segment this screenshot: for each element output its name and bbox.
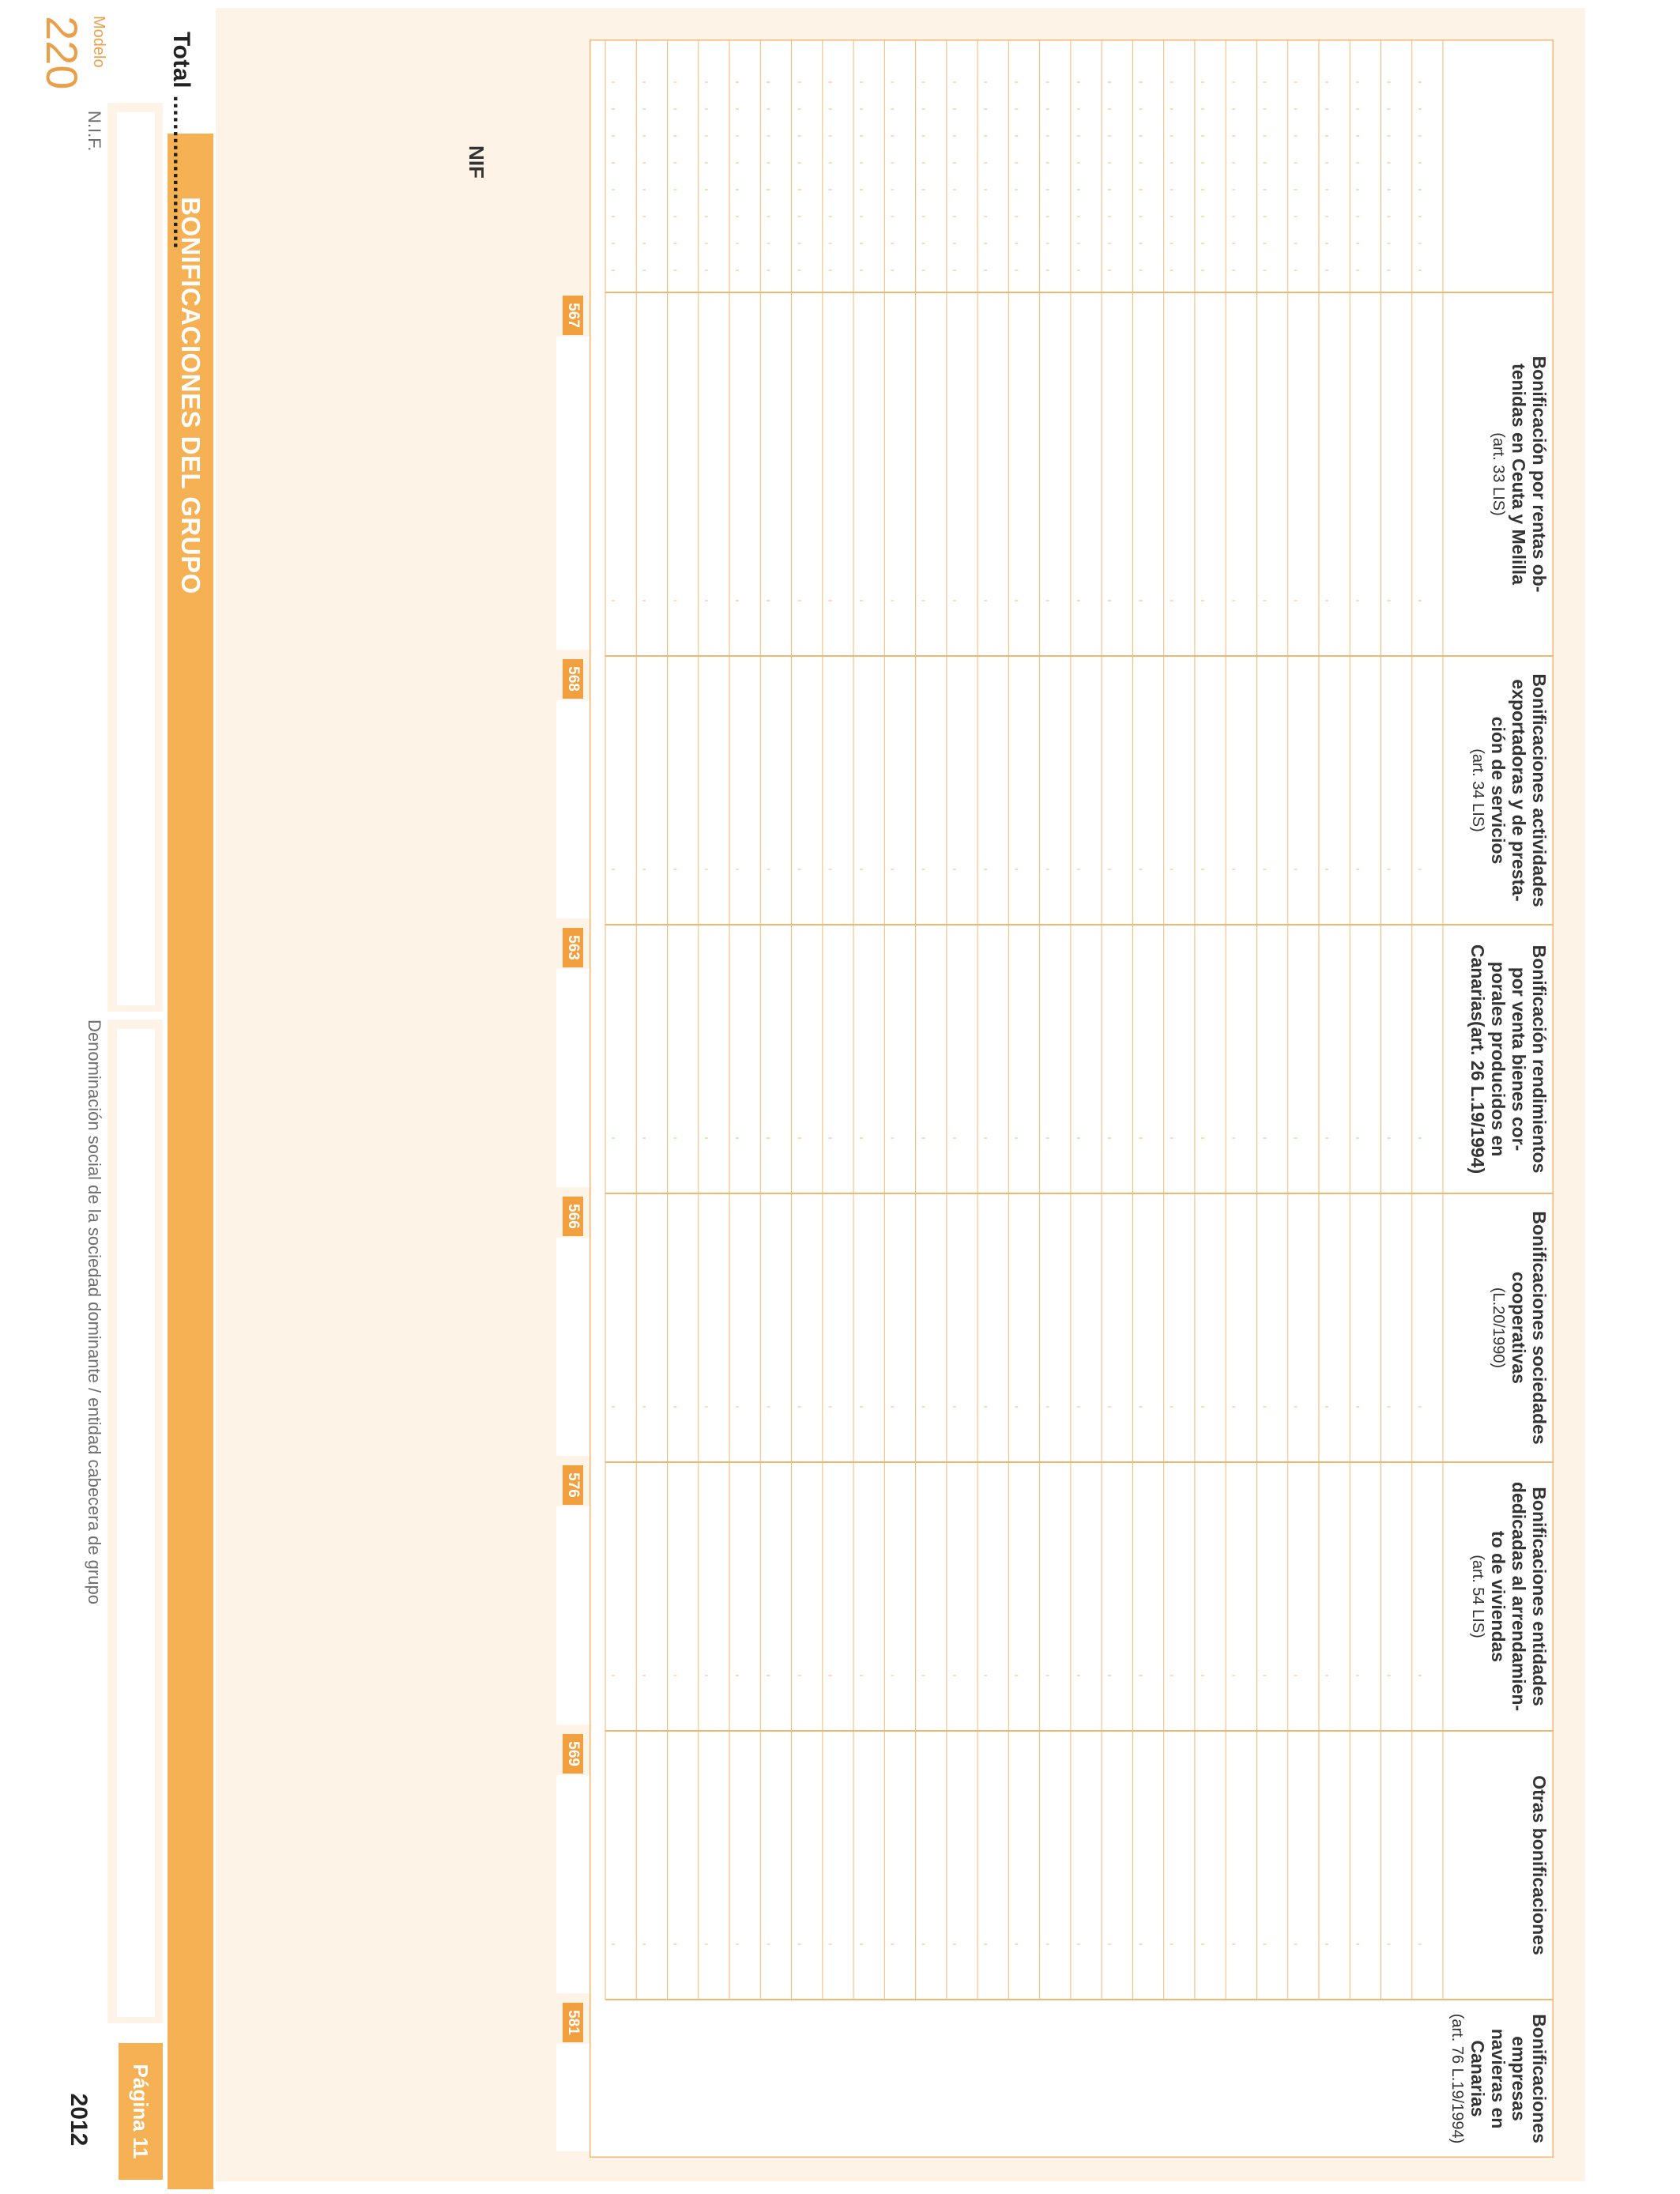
column-header-line: navieras en Canarias	[1467, 2028, 1509, 2129]
total-code-563: 563	[563, 928, 583, 967]
total-code-567: 567	[563, 296, 583, 335]
total-code-566: 566	[563, 1197, 583, 1236]
column-header-line: to de viviendas	[1488, 1530, 1509, 1663]
column-header-566	[1488, 1200, 1550, 1456]
column-header-581	[1447, 2006, 1550, 2151]
nif-input[interactable]	[117, 112, 155, 1005]
total-input-569[interactable]	[556, 1775, 590, 1993]
total-input-567[interactable]	[556, 337, 590, 650]
column-header-line: ción de servicios	[1488, 716, 1509, 865]
model-number: 220	[37, 16, 87, 90]
column-header-line: exportadoras y de presta-	[1509, 679, 1529, 902]
header-nif: NIF	[465, 145, 488, 179]
column-header-line: Bonificaciones entidades	[1529, 1487, 1550, 1706]
total-label: Total ......................	[168, 32, 194, 250]
column-header-ref: (art. 33 LIS)	[1490, 432, 1507, 516]
table-border	[590, 40, 1554, 2158]
total-input-566[interactable]	[556, 1238, 590, 1456]
column-header-line: tenidas en Ceuta y Melilla	[1509, 364, 1529, 585]
sheet-inner	[232, 24, 1569, 2162]
total-code-581: 581	[563, 2003, 583, 2042]
column-header-569	[1529, 1737, 1550, 1993]
column-header-ref: (L.20/1990)	[1490, 1287, 1507, 1369]
column-header-ref: (art. 34 LIS)	[1469, 748, 1486, 832]
column-header-line: Canarias(art. 26 L.19/1994)	[1467, 944, 1488, 1174]
model-label: Modelo	[90, 16, 107, 68]
total-code-568: 568	[563, 659, 583, 699]
column-header-line: por venta bienes cor-	[1509, 967, 1529, 1152]
total-input-576[interactable]	[556, 1506, 590, 1725]
bonificaciones-sheet	[216, 8, 1585, 2181]
total-input-563[interactable]	[556, 969, 590, 1187]
table-grid	[590, 40, 1554, 2158]
form-year: 2012	[66, 2093, 92, 2147]
bonificaciones-table	[590, 40, 1554, 2158]
column-header-line: cooperativas	[1509, 1272, 1529, 1384]
column-header-line: Bonificación rendimientos	[1529, 944, 1550, 1174]
column-header-ref: (art. 76 L.19/1994)	[1448, 2013, 1466, 2144]
column-header-line: dedicadas al arrendamien-	[1509, 1481, 1529, 1712]
column-header-line: Bonificación por rentas ob-	[1529, 356, 1550, 593]
column-header-line: porales producidos en	[1488, 961, 1509, 1157]
column-header-line: Bonificaciones actividades	[1529, 673, 1550, 907]
column-header-ref: (art. 54 LIS)	[1469, 1555, 1486, 1638]
column-header-563	[1467, 931, 1550, 1187]
column-header-line: Otras bonificaciones	[1529, 1775, 1550, 1955]
denomination-label: Denominación social de la sociedad dominante / entidad cabecera de grupo	[85, 1020, 104, 1604]
column-header-line: Bonificaciones sociedades	[1529, 1211, 1550, 1445]
denomination-input[interactable]	[117, 1029, 155, 2017]
page-number-tab: Página 11	[119, 2043, 163, 2180]
column-header-567	[1488, 299, 1550, 650]
column-header-568	[1467, 662, 1550, 918]
section-title: BONIFICACIONES DEL GRUPO	[176, 197, 205, 594]
total-input-568[interactable]	[556, 700, 590, 918]
column-header-line: Bonificaciones empresas	[1509, 2014, 1550, 2143]
section-title-bar	[168, 134, 213, 2189]
total-code-569: 569	[563, 1734, 583, 1774]
total-input-581[interactable]	[556, 2044, 590, 2151]
nif-label: N.I.F.	[85, 111, 104, 152]
column-header-576	[1467, 1468, 1550, 1725]
total-code-576: 576	[563, 1465, 583, 1505]
